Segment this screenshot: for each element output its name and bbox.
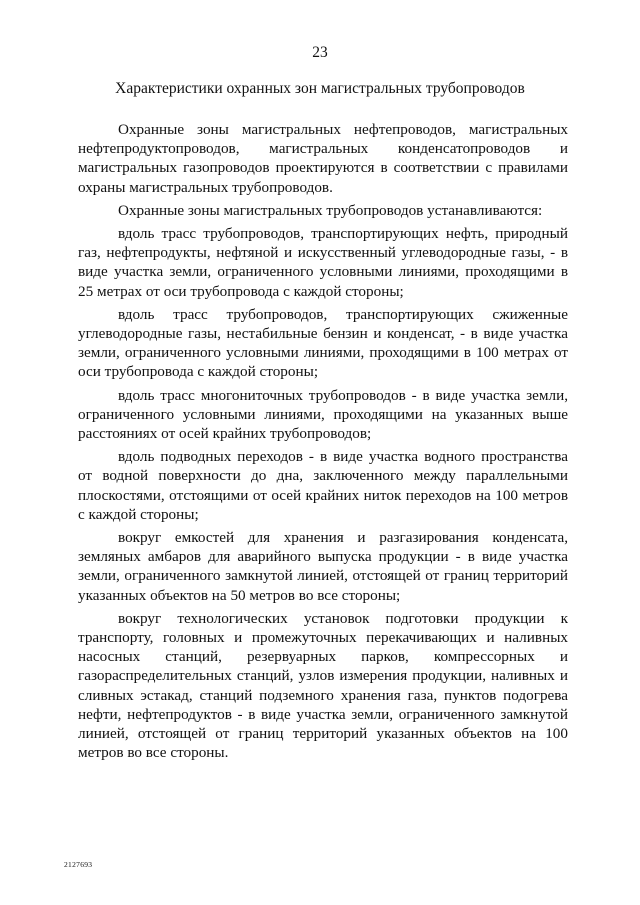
paragraph: вдоль трасс многониточных трубопроводов - в виде участка земли, ограниченного условными линиями, проходящими на указанных выше расстояниях от осей крайних трубопроводов; <box>78 386 568 443</box>
paragraph: вдоль трасс трубопроводов, транспортирующих сжиженные углеводородные газы, нестабильные бензин и конденсат, - в виде участка земли, ограниченного условными линиями, проходящими в 100 метрах от оси трубопровода с каждой стороны; <box>78 305 568 381</box>
section-title: Характеристики охранных зон магистральных трубопроводов <box>115 80 525 97</box>
body-text <box>78 120 568 767</box>
paragraph: Охранные зоны магистральных трубопроводов устанавливаются: <box>118 201 543 219</box>
paragraph: вокруг емкостей для хранения и разгазирования конденсата, земляных амбаров для аварийного выпуска продукции - в виде участка земли, ограниченного замкнутой линией, отстоящей от границ территорий указанных объектов на 50 метров во все стороны; <box>78 529 568 604</box>
paragraph: вдоль подводных переходов - в виде участка водного пространства от водной поверхности до дна, заключенного между параллельными плоскостями, отстоящими от осей крайних ниток переходов на 100 метров с каждой стороны; <box>78 448 568 523</box>
paragraph: вдоль трасс трубопроводов, транспортирующих нефть, природный газ, нефтепродукты, нефтяной и искусственный углеводородные газы, - в виде участка земли, ограниченного условными линиями, проходящими в 25 метрах от оси трубопровода с каждой стороны; <box>78 225 568 300</box>
paragraph: Охранные зоны магистральных нефтепроводов, магистральных нефтепродуктопроводов, магистральных конденсатопроводов и магистральных газопроводов проектируются в соответствии с правилами охраны магистральных трубопроводов. <box>78 121 568 196</box>
paragraph: вокруг технологических установок подготовки продукции к транспорту, головных и промежуточных перекачивающих и наливных насосных станций, резервуарных парков, компрессорных и газораспределительных станций, узлов измерения продукции, наливных и сливных эстакад, станций подземного хранения газа, пунктов подогрева нефти, нефтепродуктов - в виде участка земли, ограниченного замкнутой линией, отстоящей от границ территорий указанных объектов на 100 метров во все стороны. <box>78 609 568 762</box>
page-number: 23 <box>312 44 328 61</box>
document-code: 2127693 <box>64 860 93 869</box>
